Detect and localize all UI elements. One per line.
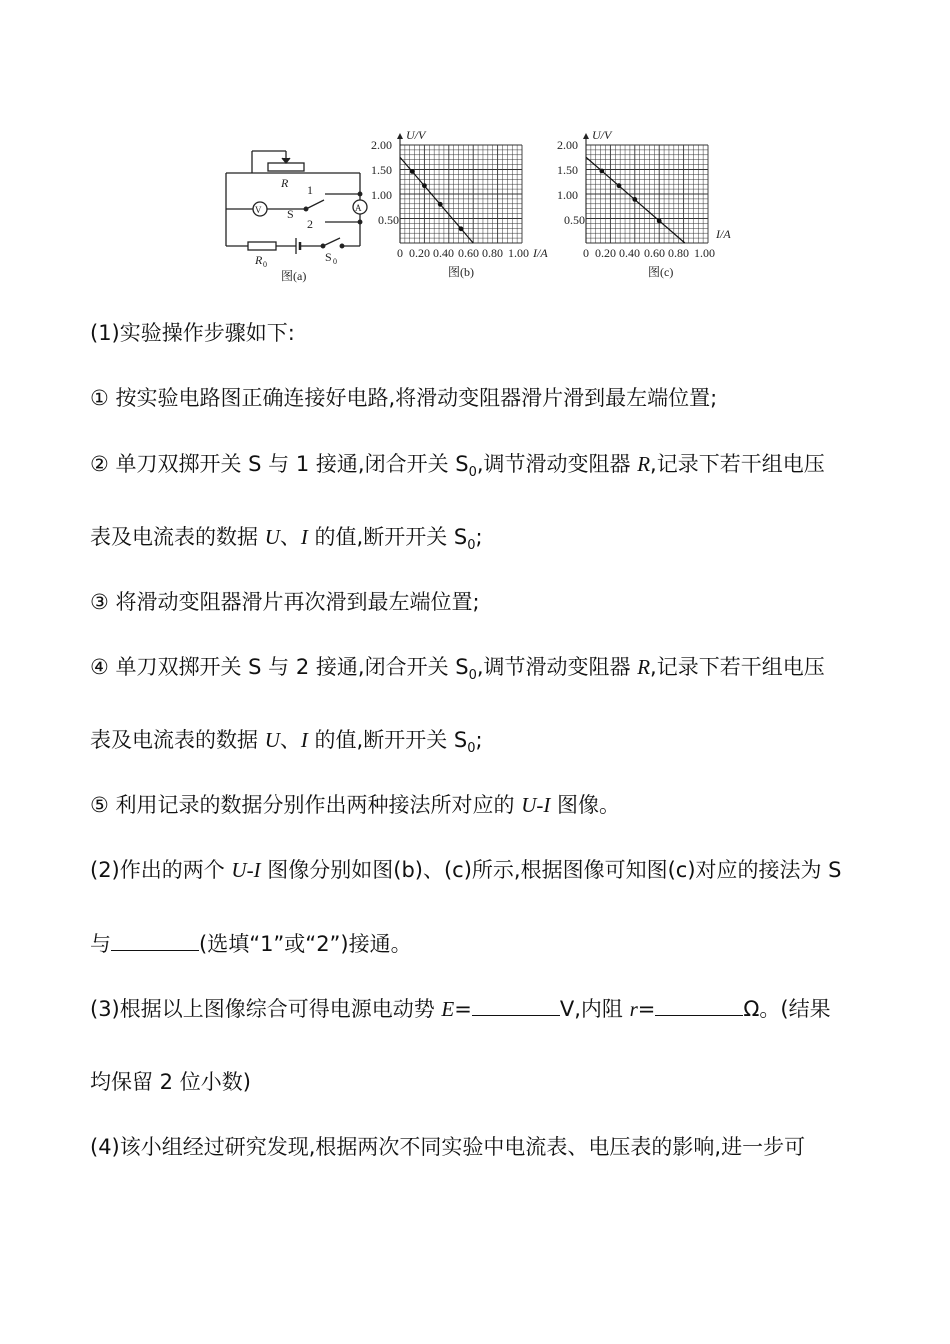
graph-c-grid (583, 133, 708, 243)
graph-c-xtick: 0 (583, 246, 589, 260)
graph-b-xtick: 0 (397, 246, 403, 260)
graph-b-xtick: 0.60 (458, 246, 479, 260)
data-point (617, 183, 622, 188)
switch-pos1-label: 1 (307, 183, 313, 197)
data-point (632, 197, 637, 202)
voltmeter-label: V (255, 205, 262, 215)
text: ② 单刀双掷开关 S 与 1 接通,闭合开关 S (90, 452, 469, 476)
s0-label: S (325, 250, 332, 264)
step-2: ② 单刀双掷开关 S 与 1 接通,闭合开关 $S_0$,调节滑动变阻器 R,记录下若干组电压 (90, 452, 825, 481)
graph-c-ytick: 1.50 (557, 163, 578, 177)
graph-b-xtick: 0.40 (433, 246, 454, 260)
data-point (599, 169, 604, 174)
step-4: ④ 单刀双掷开关 S 与 2 接通,闭合开关 $S_0$,调节滑动变阻器 R,记录下若干组电压 (90, 655, 825, 684)
graph-b-ylabel: U/V (406, 128, 426, 142)
question-3: (3)根据以上图像综合可得电源电动势 E= V,内阻 r= Ω。(结果 (90, 997, 831, 1021)
graph-b-marks (400, 157, 473, 243)
graph-c-ytick: 1.00 (557, 188, 578, 202)
data-point (438, 202, 443, 207)
data-point (459, 226, 464, 231)
question-4: (4)该小组经过研究发现,根据两次不同实验中电流表、电压表的影响,进一步可 (90, 1135, 806, 1159)
graph-c-xtick: 0.80 (668, 246, 689, 260)
caption-b: 图(b) (448, 265, 474, 279)
rheostat-icon (268, 163, 304, 171)
answer-blank-resistance[interactable] (655, 997, 743, 1016)
step-3: ③ 将滑动变阻器滑片再次滑到最左端位置; (90, 590, 480, 614)
step-1: ① 按实验电路图正确连接好电路,将滑动变阻器滑片滑到最左端位置; (90, 386, 718, 410)
caption-c: 图(c) (648, 265, 674, 279)
answer-blank-emf[interactable] (472, 997, 560, 1016)
graph-b (371, 128, 548, 279)
r0-sub: 0 (263, 260, 267, 269)
y-axis-arrow (397, 133, 403, 139)
step-heading: (1)实验操作步骤如下: (90, 321, 295, 345)
data-point (410, 169, 415, 174)
circuit-labels (254, 176, 362, 283)
figure-panel (0, 0, 950, 300)
data-point (657, 219, 662, 224)
graph-c-xtick: 0.40 (619, 246, 640, 260)
caption-a: 图(a) (281, 269, 307, 283)
question-2: (2)作出的两个 U-I 图像分别如图(b)、(c)所示,根据图像可知图(c)对应的接法为 S (90, 858, 842, 882)
resistor-r0-icon (248, 242, 276, 250)
s0-sub: 0 (333, 257, 337, 266)
switch-pos2-label: 2 (307, 217, 313, 231)
graph-c-xtick: 0.20 (595, 246, 616, 260)
graph-c-ylabel: U/V (592, 128, 612, 142)
graph-c-xtick: 0.60 (644, 246, 665, 260)
question-2-cont: 与 (选填“1”或“2”)接通。 (90, 932, 412, 956)
graph-b-xtick: 0.20 (409, 246, 430, 260)
graph-c-xtick: 1.00 (694, 246, 715, 260)
graph-c (557, 128, 731, 279)
step-5: ⑤ 利用记录的数据分别作出两种接法所对应的 U-I 图像。 (90, 793, 621, 817)
data-point (422, 183, 427, 188)
switch-label: S (287, 207, 294, 221)
graph-b-xtick: 1.00 (508, 246, 529, 260)
graph-b-ytick: 1.00 (371, 188, 392, 202)
question-3-cont: 均保留 2 位小数) (90, 1070, 251, 1094)
circuit-diagram (226, 151, 367, 254)
step-2-cont: 表及电流表的数据 U、I 的值,断开开关 $S_0$; (90, 525, 483, 554)
ammeter-label: A (355, 203, 362, 213)
step-4-cont: 表及电流表的数据 U、I 的值,断开开关 $S_0$; (90, 728, 483, 757)
answer-blank[interactable] (111, 932, 199, 951)
rheostat-label: R (281, 176, 289, 190)
graph-c-xlabel: I/A (716, 227, 731, 241)
graph-c-ytick: 0.50 (564, 213, 585, 227)
r0-label: R (255, 253, 263, 267)
graph-c-ytick: 2.00 (557, 138, 578, 152)
graph-b-ytick: 0.50 (378, 213, 399, 227)
y-axis-arrow (583, 133, 589, 139)
graph-b-ytick: 2.00 (371, 138, 392, 152)
graph-b-xlabel: I/A (533, 246, 548, 260)
graph-b-xtick: 0.80 (482, 246, 503, 260)
graph-b-ytick: 1.50 (371, 163, 392, 177)
